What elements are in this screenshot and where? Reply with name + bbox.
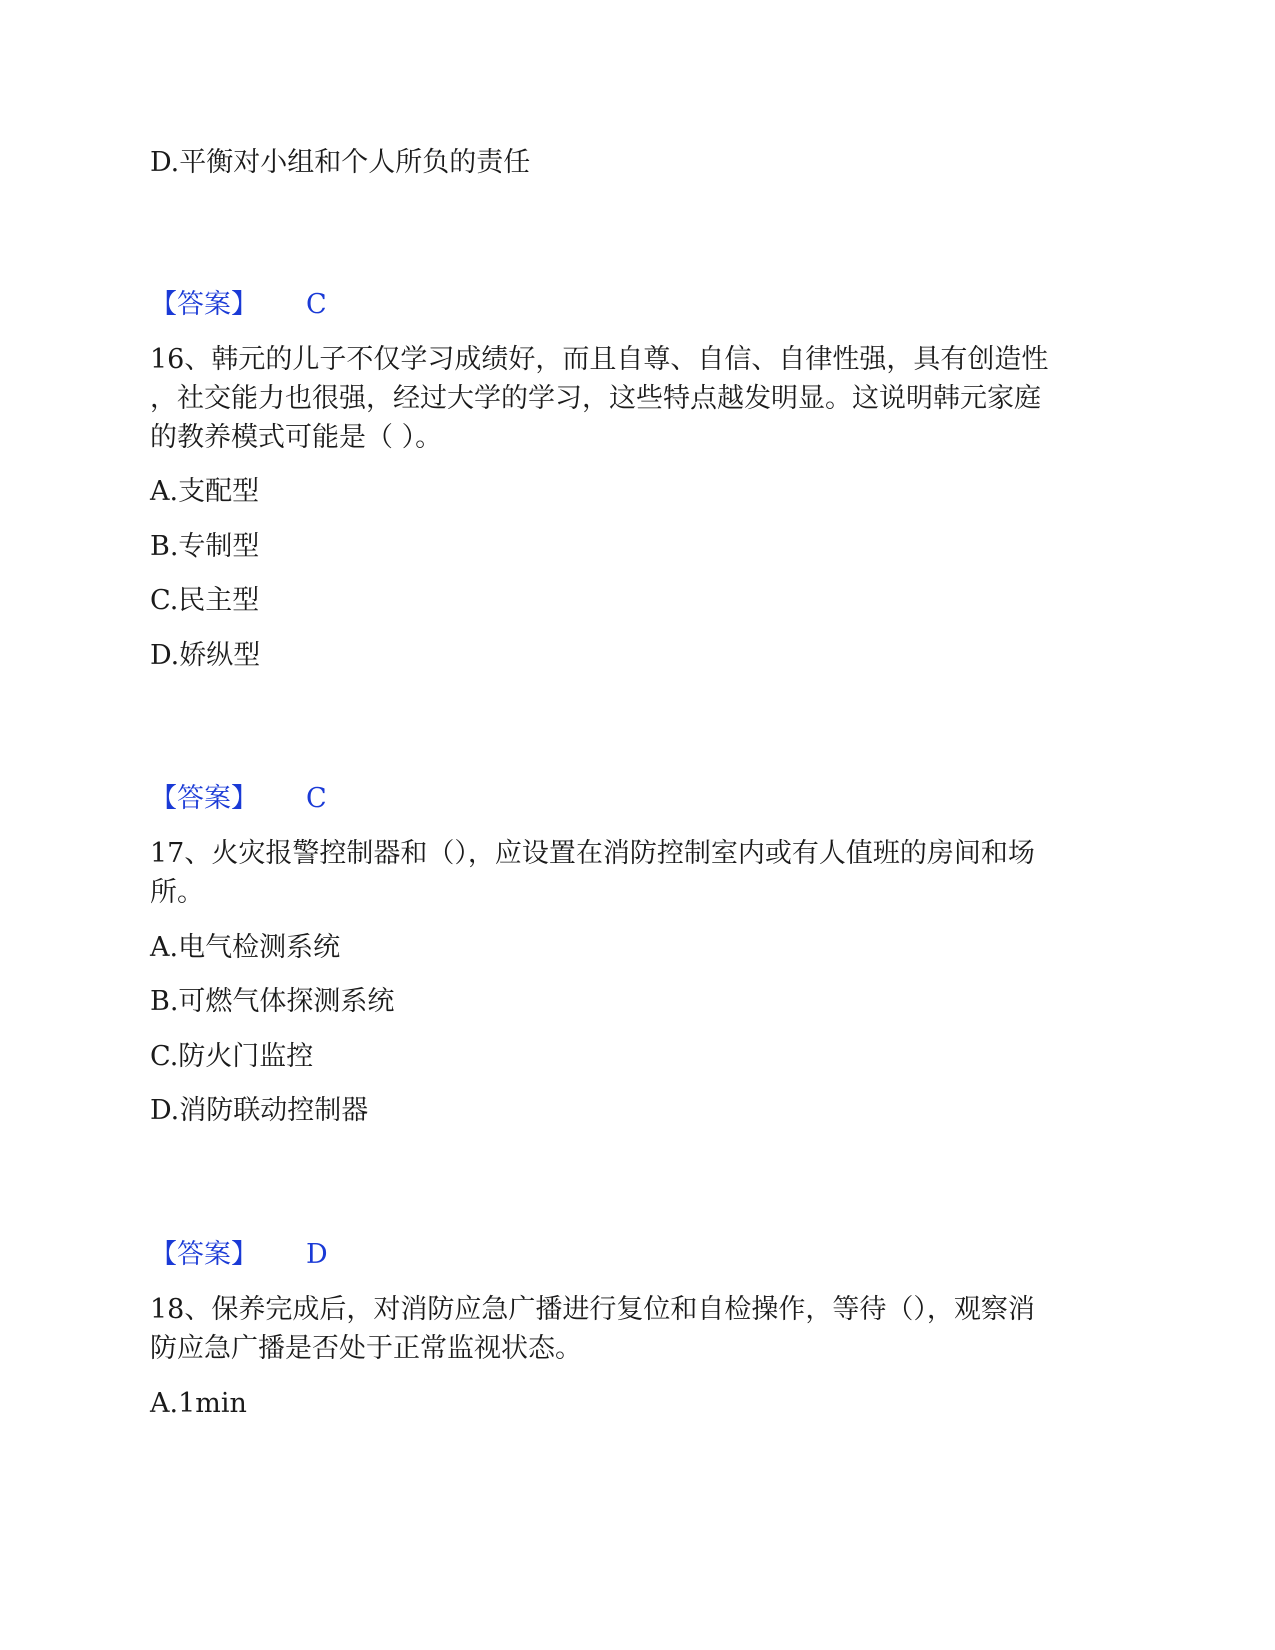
question-17-line-1: 17、火灾报警控制器和（），应设置在消防控制室内或有人值班的房间和场 [150,838,1035,869]
question-16-line-1: 16、韩元的儿子不仅学习成绩好，而且自尊、自信、自律性强，具有创造性 [150,344,1049,375]
answer-label: 【答案】 [150,783,258,814]
question-18-line-2: 防应急广播是否处于正常监视状态。 [150,1333,582,1364]
question-18-option-a: A.1min [150,1388,247,1419]
answer-value: D [306,1239,328,1270]
question-17-option-c: C.防火门监控 [150,1041,314,1072]
question-17-option-d: D.消防联动控制器 [150,1095,369,1126]
question-17-option-a: A.电气检测系统 [150,932,341,963]
answer-value: C [306,783,327,814]
question-16-line-3: 的教养模式可能是（ ）。 [150,422,443,453]
question-18-line-1: 18、保养完成后，对消防应急广播进行复位和自检操作，等待（），观察消 [150,1294,1035,1325]
question-16-option-b: B.专制型 [150,531,260,562]
question-16-option-a: A.支配型 [150,476,260,507]
question-16-line-2: ，社交能力也很强，经过大学的学习，这些特点越发明显。这说明韩元家庭 [150,383,1041,414]
question-17-option-b: B.可燃气体探测系统 [150,986,395,1017]
answer-label: 【答案】 [150,289,258,320]
option-d-prev: D.平衡对小组和个人所负的责任 [150,147,531,178]
question-16-option-d: D.娇纵型 [150,640,261,671]
answer-row [150,285,327,325]
answer-row [150,779,327,819]
question-17-line-2: 所。 [150,877,204,908]
answer-value: C [306,289,327,320]
answer-row [150,1235,328,1275]
answer-label: 【答案】 [150,1239,258,1270]
question-16-option-c: C.民主型 [150,585,260,616]
